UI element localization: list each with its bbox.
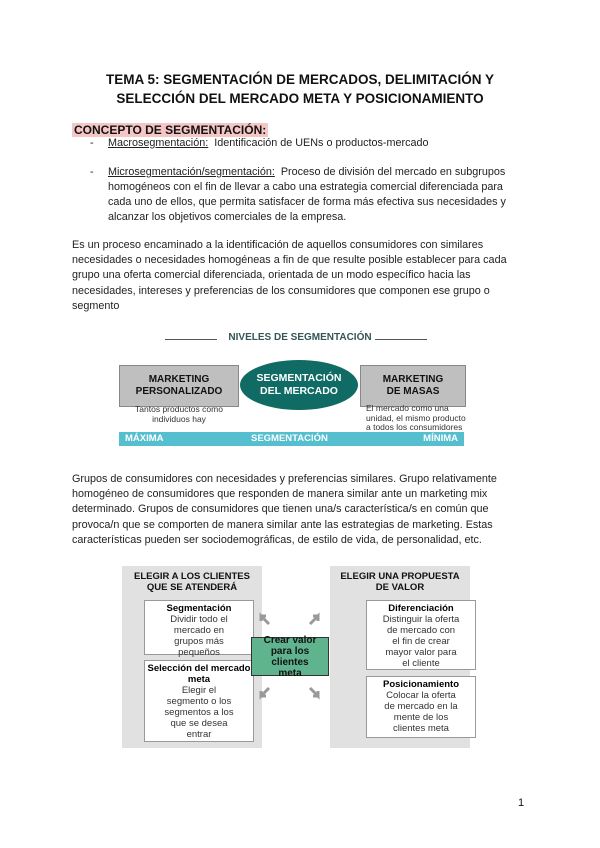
title-line-2: SELECCIÓN DEL MERCADO META Y POSICIONAMIENTO — [116, 91, 484, 106]
document-title — [60, 70, 540, 108]
card-segmentation: Segmentación Dividir todo el mercado en grupos más pequeños — [144, 600, 254, 655]
levels-diagram-title: NIVELES DE SEGMENTACIÓN — [228, 332, 372, 343]
card-differentiation: Diferenciación Distinguir la oferta de mercado con el fin de crear mayor valor para el cliente — [366, 600, 476, 670]
bullet-term: Microsegmentación/segmentación: — [108, 166, 275, 178]
scale-center-label: SEGMENTACIÓN — [251, 433, 328, 444]
title-rule-right — [375, 339, 427, 340]
page-number: 1 — [518, 797, 525, 809]
market-segmentation-oval: SEGMENTACIÓN DEL MERCADO — [240, 360, 358, 410]
value-proposition-panel — [330, 566, 470, 748]
choose-customers-panel — [122, 566, 262, 748]
arrow-up-right-icon — [308, 610, 324, 626]
bullet-text: Identificación de UENs o productos-mercado — [214, 137, 429, 149]
scale-min-label: MÍNIMA — [423, 433, 458, 444]
create-value-box: Crear valor para los clientes meta — [251, 637, 329, 676]
choose-customers-title: ELEGIR A LOS CLIENTES QUE SE ATENDERÁ — [134, 571, 250, 593]
card-target-market-selection: Selección del mercado meta Elegir el segmento o los segmentos a los que se desea entrar — [144, 660, 254, 742]
personalized-note: Tantos productos como individuos hay — [135, 404, 223, 424]
arrow-down-right-icon — [308, 686, 324, 702]
bullet-text: Proceso de división del mercado en subgrupos homogéneos con el fin de llevar a cabo una estrategia comercial diferenciada para cada uno de ellos, que permita satisfacer de forma más efectiva sus necesidades y alcanzar los objetivos comerciales de la empresa. — [108, 166, 506, 223]
value-proposition-title: ELEGIR UNA PROPUESTA DE VALOR — [340, 571, 460, 593]
mass-note: El mercado como una unidad, el mismo producto a todos los consumidores — [366, 403, 466, 432]
personalized-marketing-box: MARKETING PERSONALIZADO — [119, 365, 239, 407]
scale-max-label: MÁXIMA — [125, 433, 164, 444]
title-line-1: TEMA 5: SEGMENTACIÓN DE MERCADOS, DELIMITACIÓN Y — [105, 72, 494, 87]
section-heading: CONCEPTO DE SEGMENTACIÓN: — [74, 123, 267, 137]
segmentation-scale-bar — [119, 432, 464, 446]
arrow-down-left-icon — [255, 686, 271, 702]
paragraph-definition: Es un proceso encaminado a la identificación de aquellos consumidores con similares necesidades o necesidades homogéneas a fin de que resulte posible establecer para cada grupo una oferta comercial diferenciada, orientada de un modo específico hacia las necesidades, intereses y preferencias de los consumidores que componen ese grupo o segmento — [72, 239, 507, 312]
bullet-term: Macrosegmentación: — [108, 137, 209, 149]
mass-marketing-box: MARKETING DE MASAS — [360, 365, 466, 407]
arrow-up-left-icon — [255, 610, 271, 626]
card-positioning: Posicionamiento Colocar la oferta de mercado en la mente de los clientes meta — [366, 676, 476, 738]
paragraph-segment-definition: Grupos de consumidores con necesidades y preferencias similares. Grupo relativamente homogéneo de consumidores que responden de manera similar ante un marketing mix determinado. Grupos de consumidores que tienen una/s característica/s en común que provoca/n que se comporten de manera similar ante las estrategias de marketing. Estas características pueden ser sociodemográficas, de estilo de vida, de personalidad, etc. — [72, 473, 497, 546]
